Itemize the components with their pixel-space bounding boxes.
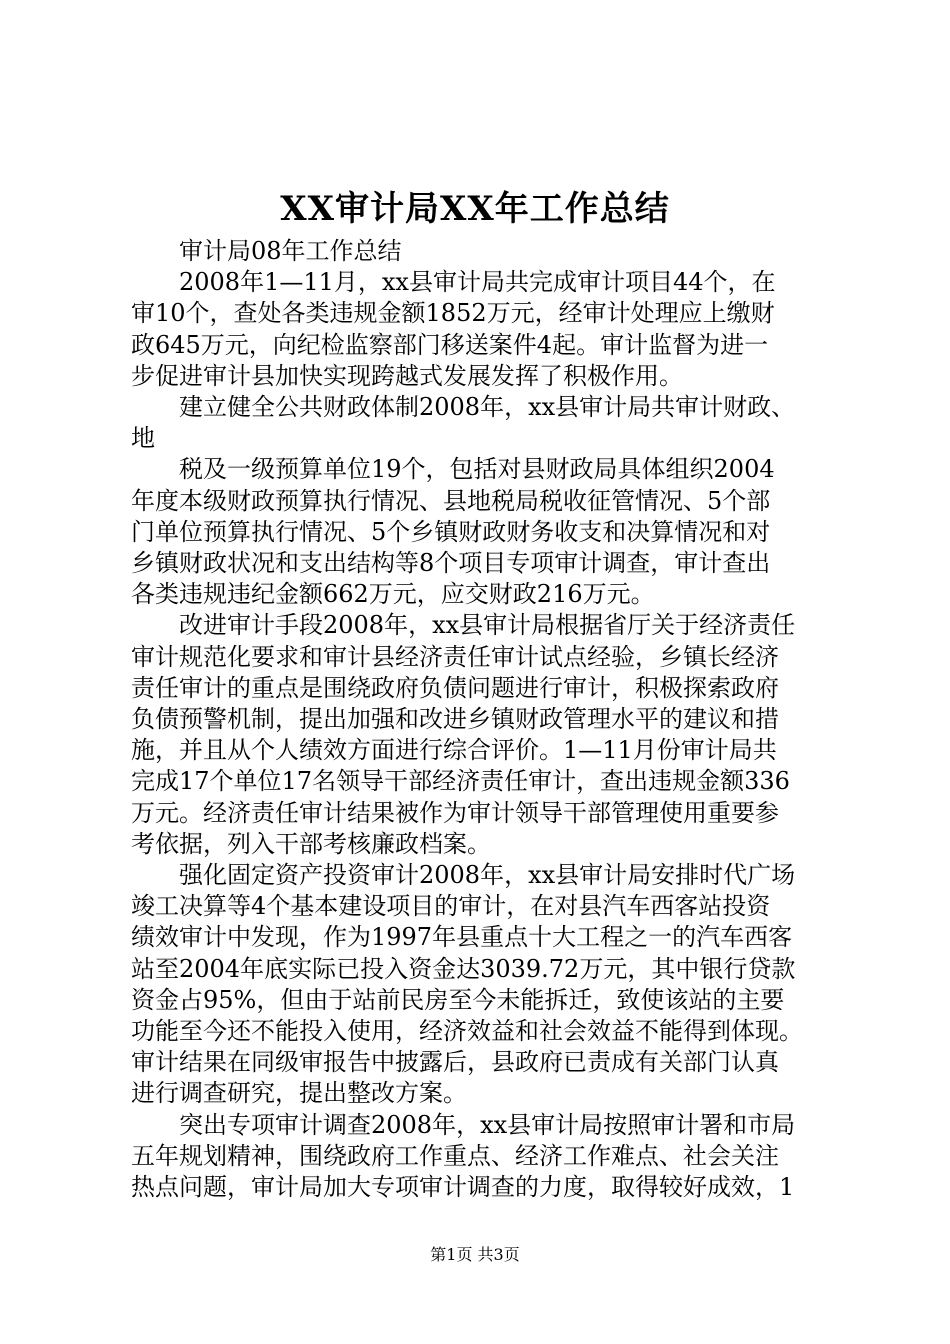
body-line: 改进审计手段2008年，xx县审计局根据省厅关于经济责任 [131, 611, 796, 640]
body-line: 乡镇财政状况和支出结构等8个项目专项审计调查，审计查出 [131, 549, 771, 578]
body-line: 绩效审计中发现，作为1997年县重点十大工程之一的汽车西客 [131, 923, 793, 952]
body-line: 万元。经济责任审计结果被作为审计领导干部管理使用重要参 [131, 798, 779, 827]
body-line: 税及一级预算单位19个，包括对县财政局具体组织2004 [131, 455, 775, 484]
body-line: 功能至今还不能投入使用，经济效益和社会效益不能得到体现。 [131, 1017, 803, 1046]
body-line: 步促进审计县加快实现跨越式发展发挥了积极作用。 [131, 361, 683, 390]
body-line: 完成17个单位17名领导干部经济责任审计，查出违规金额336 [131, 767, 790, 796]
body-line: 审计规范化要求和审计县经济责任审计试点经验，乡镇长经济 [131, 642, 779, 671]
body-line: 年度本级财政预算执行情况、县地税局税收征管情况、5个部 [131, 486, 771, 515]
body-line: 建立健全公共财政体制2008年，xx县审计局共审计财政、 [131, 393, 796, 422]
body-line: 审计结果在同级审报告中披露后，县政府已责成有关部门认真 [131, 1048, 779, 1077]
body-line: 地 [131, 424, 155, 453]
body-line: 五年规划精神，围绕政府工作重点、经济工作难点、社会关注 [131, 1141, 779, 1170]
body-line: 各类违规违纪金额662万元，应交财政216万元。 [131, 580, 655, 609]
body-line: 责任审计的重点是围绕政府负债问题进行审计，积极探索政府 [131, 673, 779, 702]
document-body [131, 236, 831, 1203]
document-title: XX审计局XX年工作总结 [280, 189, 670, 229]
body-line: 站至2004年底实际已投入资金达3039.72万元，其中银行贷款 [131, 954, 796, 983]
body-line: 审10个，查处各类违规金额1852万元，经审计处理应上缴财 [131, 299, 775, 328]
body-line: 负债预警机制，提出加强和改进乡镇财政管理水平的建议和措 [131, 705, 779, 734]
body-line: 考依据，列入干部考核廉政档案。 [131, 829, 491, 858]
body-line: 进行调查研究，提出整改方案。 [131, 1079, 467, 1108]
body-line: 强化固定资产投资审计2008年，xx县审计局安排时代广场 [131, 861, 796, 890]
body-line: 2008年1—11月，xx县审计局共完成审计项目44个，在 [131, 268, 776, 297]
body-line: 突出专项审计调查2008年，xx县审计局按照审计署和市局 [131, 1110, 796, 1139]
body-line: 热点问题，审计局加大专项审计调查的力度，取得较好成效，1 [131, 1173, 795, 1202]
page-footer: 第1页 共3页 [430, 1245, 520, 1264]
body-line: 资金占95%，但由于站前民房至今未能拆迁，致使该站的主要 [131, 985, 785, 1014]
body-line: 政645万元，向纪检监察部门移送案件4起。审计监督为进一 [131, 330, 769, 359]
body-line: 竣工决算等4个基本建设项目的审计，在对县汽车西客站投资 [131, 892, 771, 921]
body-line: 审计局08年工作总结 [131, 237, 402, 265]
body-line: 门单位预算执行情况、5个乡镇财政财务收支和决算情况和对 [131, 517, 771, 546]
body-line: 施，并且从个人绩效方面进行综合评价。1—11月份审计局共 [131, 736, 777, 765]
